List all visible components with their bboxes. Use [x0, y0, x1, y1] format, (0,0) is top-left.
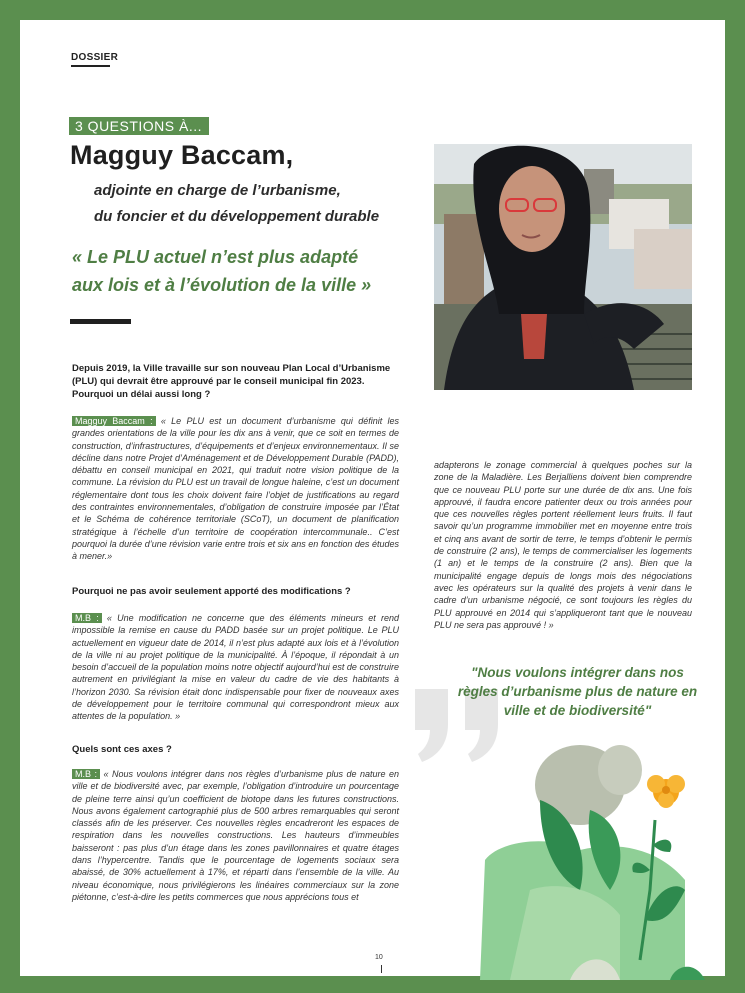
speaker-tag: Magguy Baccam : [72, 416, 156, 426]
page-frame-top [0, 0, 745, 20]
interview-banner: 3 QUESTIONS À... [69, 117, 209, 135]
headline-line-2: aux lois et à l’évolution de la ville » [72, 275, 372, 295]
portrait-photo [434, 144, 692, 390]
headline-line-1: « Le PLU actuel n’est plus adapté [72, 247, 359, 267]
section-rubric: DOSSIER [71, 52, 119, 63]
answer-3 [72, 768, 399, 903]
page-frame-right [725, 0, 745, 993]
page-number: 10 [375, 954, 383, 961]
nature-illustration [470, 740, 725, 980]
headline-quote [72, 243, 371, 299]
answer-1-text: « Le PLU est un document d’urbanisme qui définit les grandes orientations de la ville pour les dix ans à venir, que ce soit en termes de construction, d’infrastructures, d’équipements et d’enjeux environnementaux. Il se décline dans notre Projet d’Aménagement et de Développement Durable (PADD), débattu en conseil municipal en 2021, qui traduit notre vision politique de la commune. La révision du PLU est un travail de longue haleine, c’est un document réglementaire dont tous les choix doivent faire l’objet de justifications au regard des contraintes environnementales, d’obligation de construire imposée par l’État et le Schéma de cohérence territoriale (SCoT), un document de planification stratégique à l’échelle d’un territoire de coopération intercommunale.. C’est pourquoi la durée d’une révision varie entre trois et six ans en fonction des études à mener.» [72, 416, 399, 562]
answer-3-continued: adapterons le zonage commercial à quelques poches sur la zone de la Maladière. Les Berjalliens doivent bien comprendre que ce nouveau PLU porte sur une durée de dix ans. Une fois approuvé, il faudra encore patienter deux ou trois années pour que ces nouvelles règles portent réellement leurs fruits. Il faut savoir qu’un programme immobilier met en moyenne entre trois et cinq ans avant de sortir de terre, le temps d’obtenir le permis de construire (2 ans), le temps de commercialiser les logements (1 an) et le temps de la construire (2 ans). Bien que la municipalité engage depuis de longs mois des négociations avec les opérateurs sur la qualité des projets à venir dans le cadre d’un urbanisme négocié, ce sont toujours les règles du PLU approuvé en 2014 qui s’appliqueront tant que le nouveau PLU ne sera pas approuvé ! » [434, 460, 692, 630]
page-number-tick [381, 965, 382, 973]
role-line-1: adjointe en charge de l’urbanisme, [94, 182, 341, 199]
answer-2 [72, 612, 399, 723]
role-line-2: du foncier et du développement durable [94, 208, 380, 225]
pull-quote: "Nous voulons intégrer dans nos règles d’urbanisme plus de nature en ville et de biodiversité" [457, 665, 698, 718]
rubric-underline [71, 65, 110, 67]
interviewee-role [94, 178, 379, 230]
speaker-tag: M.B : [72, 769, 100, 779]
intro-question: Depuis 2019, la Ville travaille sur son nouveau Plan Local d’Urbanisme (PLU) qui devrait être approuvé par le conseil municipal fin 2023. Pourquoi un délai aussi long ? [72, 363, 391, 400]
question-2: Pourquoi ne pas avoir seulement apporté des modifications ? [72, 586, 351, 597]
answer-1 [72, 415, 399, 563]
interviewee-name: Magguy Baccam, [70, 140, 294, 170]
answer-3-text: « Nous voulons intégrer dans nos règles d’urbanisme plus de nature en ville et de biodiversité avec, par exemple, l’obligation d’introduire un pourcentage de pleine terre ainsi qu’un coefficient de biotope dans les futures constructions. Nous avons également cartographié plus de 500 arbres remarquables qui seront classés afin de les préserver. Ces nouvelles règles encadreront les espaces de respiration dans les nouvelles constructions. Les hauteurs d’immeubles baisseront : pas plus d’un étage dans les zones pavillonnaires et quatre étages dans l’hypercentre. Tandis que le pourcentage de logements sociaux sera abaissé, de 30% actuellement à 17%, et réparti dans l’ensemble de la ville. Au niveau économique, nous privilégierons les linéaires commerciaux sur la zone piétonne, c’est-à-dire les petits commerces que nous apprécions tous et [72, 769, 399, 902]
page-frame-left [0, 0, 20, 993]
speaker-tag: M.B : [72, 613, 102, 623]
question-3: Quels sont ces axes ? [72, 744, 172, 755]
answer-2-text: « Une modification ne concerne que des éléments mineurs et rend impossible la remise en cause du PADD basée sur un projet politique. Le PLU actuellement en vigueur date de 2014, il n’est plus adapté aux lois et à l’évolution de la ville ni au projet politique de la municipalité. À l’époque, il répondait à un besoin d’accueil de la population moins notre objectif aujourd’hui est de construire autrement en privilégiant la mise en valeur du cadre de vie des habitants à l’horizon 2030. Sa révision était donc indispensable pour fixer de nouveaux axes de développement pour le territoire communal qui correspondront mieux aux attentes de la population. » [72, 613, 399, 722]
headline-rule [70, 319, 131, 324]
